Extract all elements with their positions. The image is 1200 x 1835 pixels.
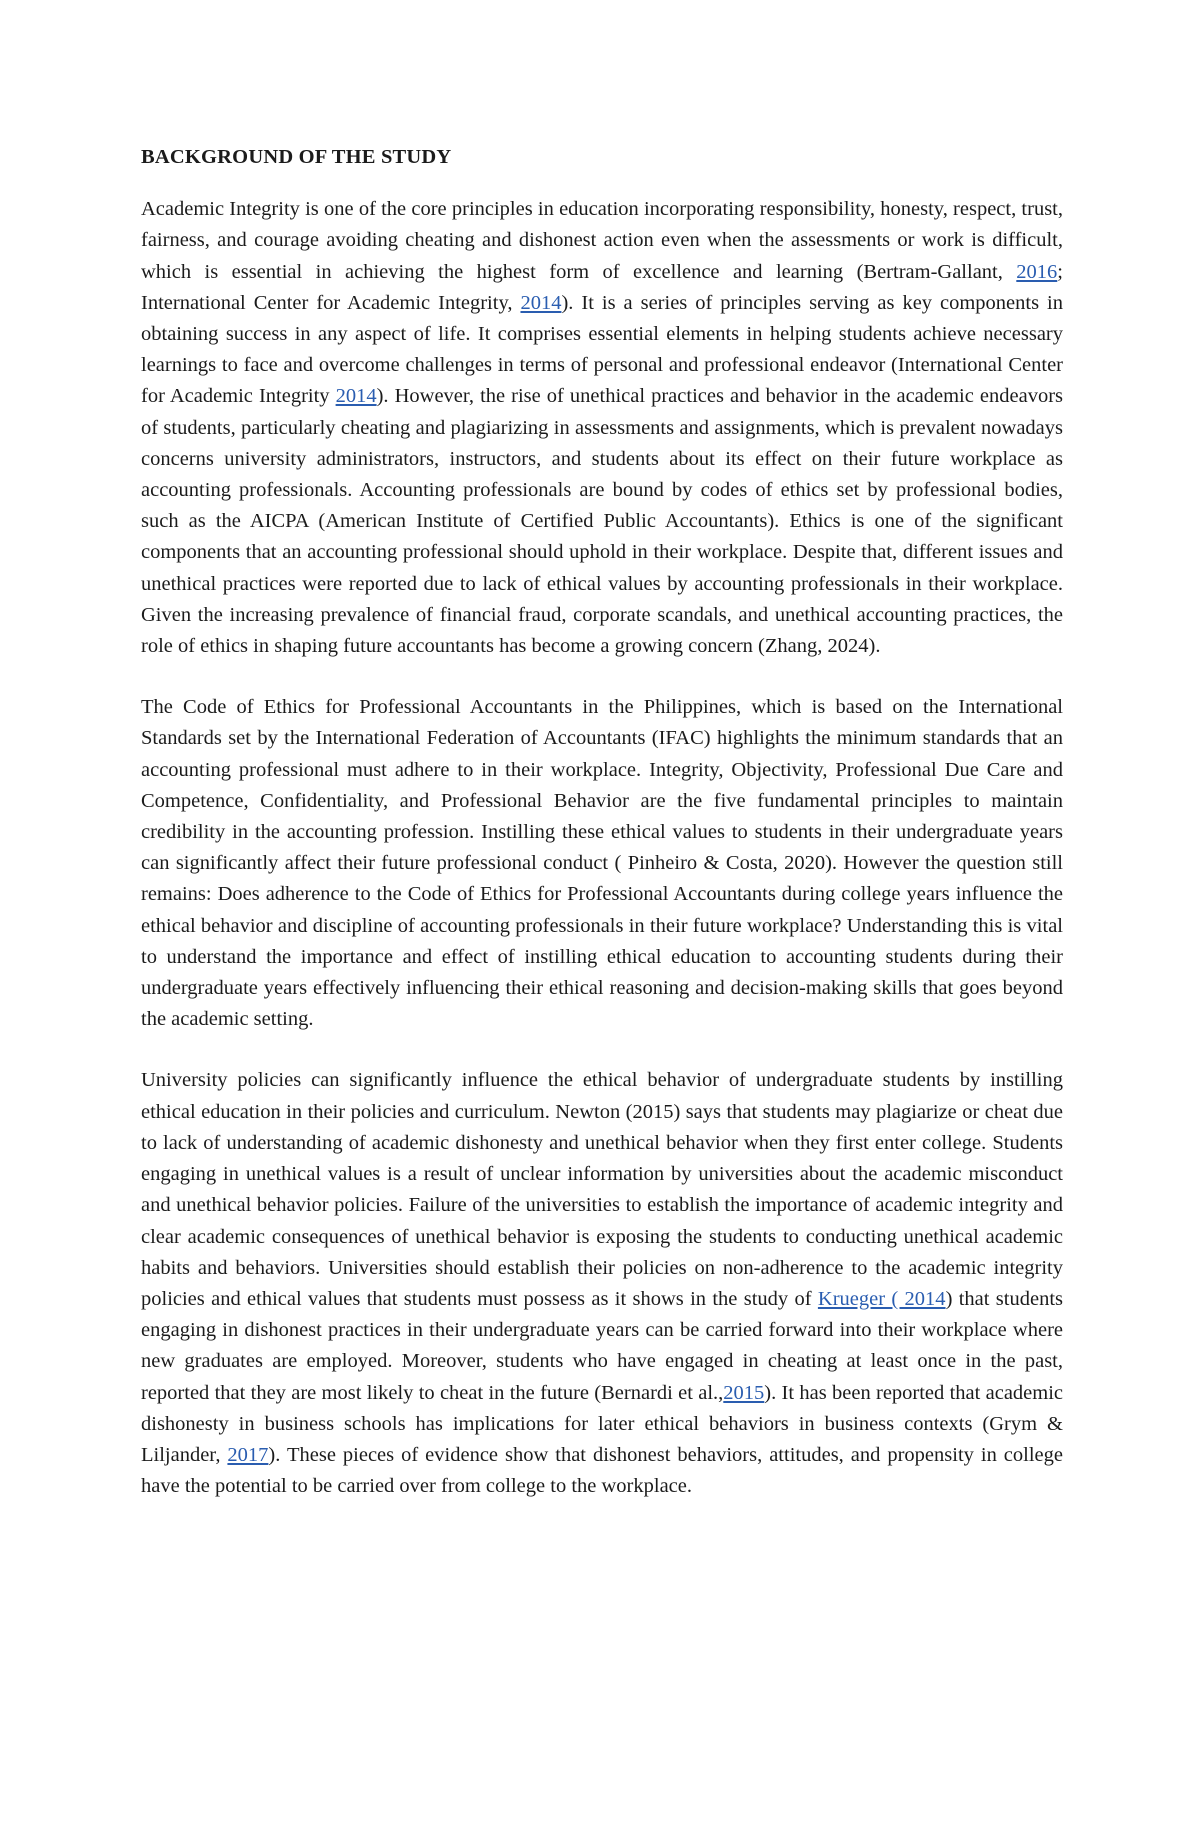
paragraph-text: ). It has been reported that academic dishonesty in business schools has implications for later ethical behaviors in business contexts (Grym & Liljander, [141, 1381, 1064, 1466]
paragraph-text: ). However, the rise of unethical practices and behavior in the academic endeavors of students, particularly cheating and plagiarizing in assessments and assignments, which is prevalent nowadays concerns university administrators, instructors, and students about its effect on their future workplace as accounting professionals. Accounting professionals are bound by codes of ethics set by professional bodies, such as the AICPA (American Institute of Certified Public Accountants). Ethics is one of the significant components that an accounting professional should uphold in their workplace. Despite that, different issues and unethical practices were reported due to lack of ethical values by accounting professionals in their workplace. Given the increasing prevalence of financial fraud, corporate scandals, and unethical accounting practices, the role of ethics in shaping future accountants has become a growing concern (Zhang, 2024). [141, 385, 1063, 658]
paragraph-text: ) that students engaging in dishonest practices in their undergraduate years can be carried forward into their workplace where new graduates are employed. Moreover, students who have engaged in cheating at least once in the past, reported that they are most likely to cheat in the future (Bernardi et al., [141, 1287, 1063, 1404]
citation-link[interactable]: 2015 [723, 1381, 765, 1404]
document-body [141, 142, 1063, 1532]
citation-link[interactable]: 2014 [520, 291, 562, 314]
citation-link[interactable]: 2017 [227, 1443, 269, 1466]
body-paragraph [141, 692, 1063, 1035]
paragraph-text: ). These pieces of evidence show that dishonest behaviors, attitudes, and propensity in college have the potential to be carried over from college to the workplace. [141, 1443, 1063, 1498]
citation-link[interactable]: 2014 [335, 385, 377, 408]
body-paragraph [141, 1065, 1063, 1502]
citation-link[interactable]: Krueger ( 2014 [817, 1287, 946, 1310]
citation-link[interactable]: 2016 [1016, 260, 1058, 283]
paragraph-text: The Code of Ethics for Professional Accountants in the Philippines, which is based on the International Standards set by the International Federation of Accountants (IFAC) highlights the minimum standards that an accounting professional must adhere to in their workplace. Integrity, Objectivity, Professional Due Care and Competence, Confidentiality, and Professional Behavior are the five fundamental principles to maintain credibility in the accounting profession. Instilling these ethical values to students in their undergraduate years can significantly affect their future professional conduct ( Pinheiro & Costa, 2020). However the question still remains: Does adherence to the Code of Ethics for Professional Accountants during college years influence the ethical behavior and discipline of accounting professionals in their future workplace? Understanding this is vital to understand the importance and effect of instilling ethical education to accounting students during their undergraduate years effectively influencing their ethical reasoning and decision-making skills that goes beyond the academic setting. [141, 696, 1063, 1031]
paragraph-text: University policies can significantly influence the ethical behavior of undergraduate students by instilling ethical education in their policies and curriculum. Newton (2015) says that students may plagiarize or cheat due to lack of understanding of academic dishonesty and unethical behavior when they first enter college. Students engaging in unethical values is a result of unclear information by universities about the academic misconduct and unethical behavior policies. Failure of the universities to establish the importance of academic integrity and clear academic consequences of unethical behavior is exposing the students to conducting unethical academic habits and behaviors. Universities should establish their policies on non-adherence to the academic integrity policies and ethical values that students must possess as it shows in the study of [141, 1069, 1063, 1310]
paragraph-text: ; International Center for Academic Integrity, [141, 260, 1063, 314]
paragraph-text: ). It is a series of principles serving as key components in obtaining success in any aspect of life. It comprises essential elements in helping students achieve necessary learnings to face and overcome challenges in terms of personal and professional endeavor (International Center for Academic Integrity [141, 291, 1063, 408]
paragraph-list [141, 194, 1063, 1502]
paragraph-text: Academic Integrity is one of the core principles in education incorporating responsibility, honesty, respect, trust, fairness, and courage avoiding cheating and dishonest action even when the assessments or work is difficult, which is essential in achieving the highest form of excellence and learning (Bertram-Gallant, [141, 198, 1063, 283]
body-paragraph [141, 194, 1063, 662]
section-heading: BACKGROUND OF THE STUDY [141, 146, 452, 168]
